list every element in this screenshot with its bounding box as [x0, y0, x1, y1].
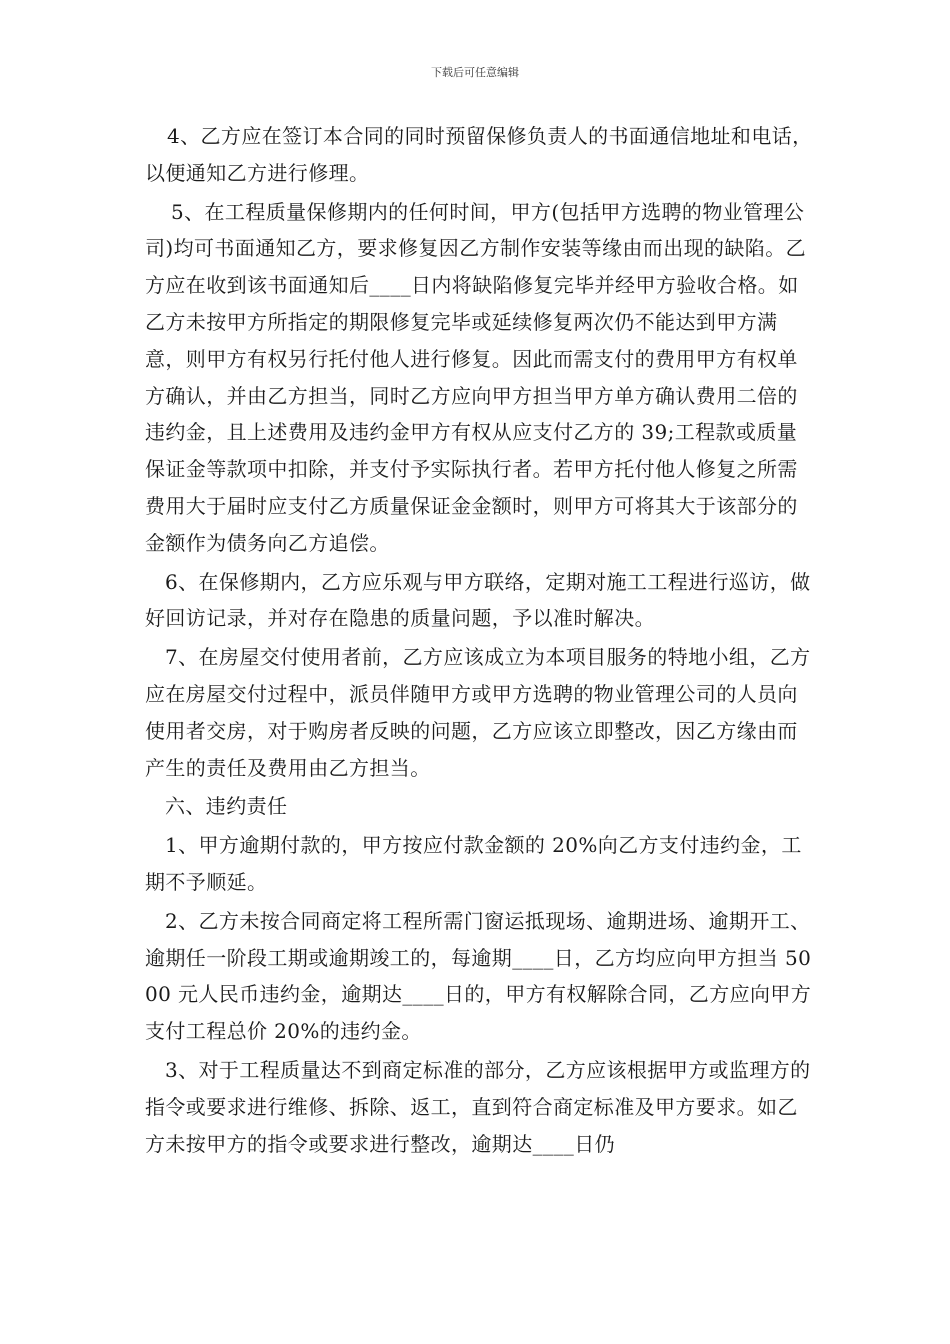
clause-paragraph: 1、甲方逾期付款的，甲方按应付款金额的 20%向乙方支付违约金，工期不予顺延。 [145, 833, 802, 894]
clause-paragraph: 5、在工程质量保修期内的任何时间，甲方(包括甲方选聘的物业管理公司)均可书面通知乙方，要求修复因乙方制作安装等缘由而出现的缺陷。乙方应在收到该书面通知后____日内将缺陷修复完毕并经甲方验收合格。如乙方未按甲方所指定的期限修复完毕或延续修复两次仍不能达到甲方满意，则甲方有权另行托付他人进行修复。因此而需支付的费用甲方有权单方确认，并由乙方担当，同时乙方应向甲方担当甲方单方确认费用二倍的违约金，且上述费用及违约金甲方有权从应支付乙方的 39;工程款或质量保证金等款项中扣除，并支付予实际执行者。若甲方托付他人修复之所需费用大于届时应支付乙方质量保证金金额时，则甲方可将其大于该部分的金额作为债务向乙方追偿。 [145, 199, 807, 555]
clause-paragraph: 7、在房屋交付使用者前，乙方应该成立为本项目服务的特地小组，乙方应在房屋交付过程中，派员伴随甲方或甲方选聘的物业管理公司的人员向使用者交房，对于购房者反映的问题，乙方应该立即整改，因乙方缘由而产生的责任及费用由乙方担当。 [145, 645, 811, 780]
page-header: 下载后可任意编辑 [431, 66, 519, 79]
clause-paragraph: 6、在保修期内，乙方应乐观与甲方联络，定期对施工工程进行巡访，做好回访记录，并对存在隐患的质量问题，予以准时解决。 [145, 569, 811, 631]
clause-paragraph: 3、对于工程质量达不到商定标准的部分，乙方应该根据甲方或监理方的指令或要求进行维修、拆除、返工，直到符合商定标准及甲方要求。如乙方未按甲方的指令或要求进行整改，逾期达____日仍 [145, 1057, 811, 1156]
clause-paragraph: 2、乙方未按合同商定将工程所需门窗运抵现场、逾期进场、逾期开工、逾期任一阶段工期或逾期竣工的，每逾期____日，乙方均应向甲方担当 5000 元人民币违约金，逾期达____日的，甲方有权解除合同，乙方应向甲方支付工程总价 20%的违约金。 [145, 908, 812, 1044]
clause-paragraph: 4、乙方应在签订本合同的同时预留保修负责人的书面通信地址和电话，以便通知乙方进行修理。 [145, 124, 813, 185]
document-body [145, 118, 815, 1164]
section-heading: 六、违约责任 [165, 794, 288, 819]
